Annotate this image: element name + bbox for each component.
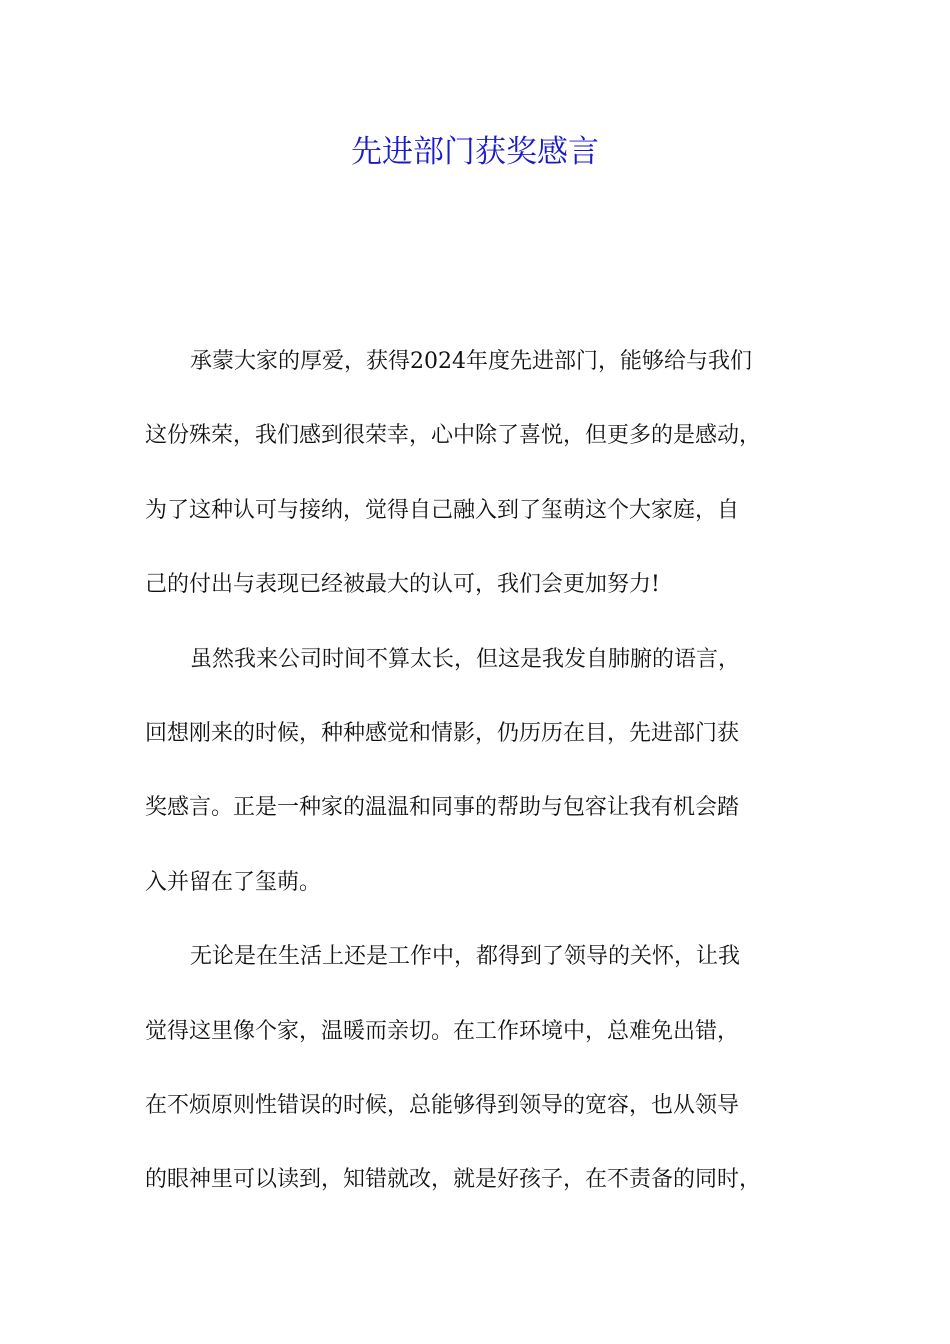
document-body [145, 340, 820, 1233]
paragraph-1-line-3: 为了这种认可与接纳，觉得自己融入到了玺萌这个大家庭，自 [145, 497, 740, 523]
paragraph-1-line-2: 这份殊荣，我们感到很荣幸，心中除了喜悦，但更多的是感动， [145, 423, 762, 449]
paragraph-2-line-3: 奖感言。正是一种家的温温和同事的帮助与包容让我有机会踏 [145, 795, 740, 821]
paragraph-2-line-2: 回想刚来的时候，种种感觉和情影，仍历历在目，先进部门获 [145, 720, 740, 746]
paragraph-3-line-3: 在不烦原则性错误的时候，总能够得到领导的宽容，也从领导 [145, 1092, 740, 1118]
paragraph-1-line-1: 承蒙大家的厚爱，获得2024年度先进部门，能够给与我们 [190, 349, 752, 374]
paragraph-1-line-4: 己的付出与表现已经被最大的认可，我们会更加努力! [145, 572, 660, 598]
paragraph-2-line-1: 虽然我来公司时间不算太长，但这是我发自肺腑的语言， [190, 646, 741, 672]
paragraph-3-line-2: 觉得这里像个家，温暖而亲切。在工作环境中，总难免出错， [145, 1018, 740, 1044]
paragraph-3-line-1: 无论是在生活上还是工作中，都得到了领导的关怀，让我 [190, 944, 741, 970]
paragraph-2-line-4: 入并留在了玺萌。 [145, 869, 322, 895]
document-title: 先进部门获奖感言 [351, 134, 599, 170]
paragraph-3-line-4: 的眼神里可以读到，知错就改，就是好孩子，在不责备的同时， [145, 1167, 762, 1193]
